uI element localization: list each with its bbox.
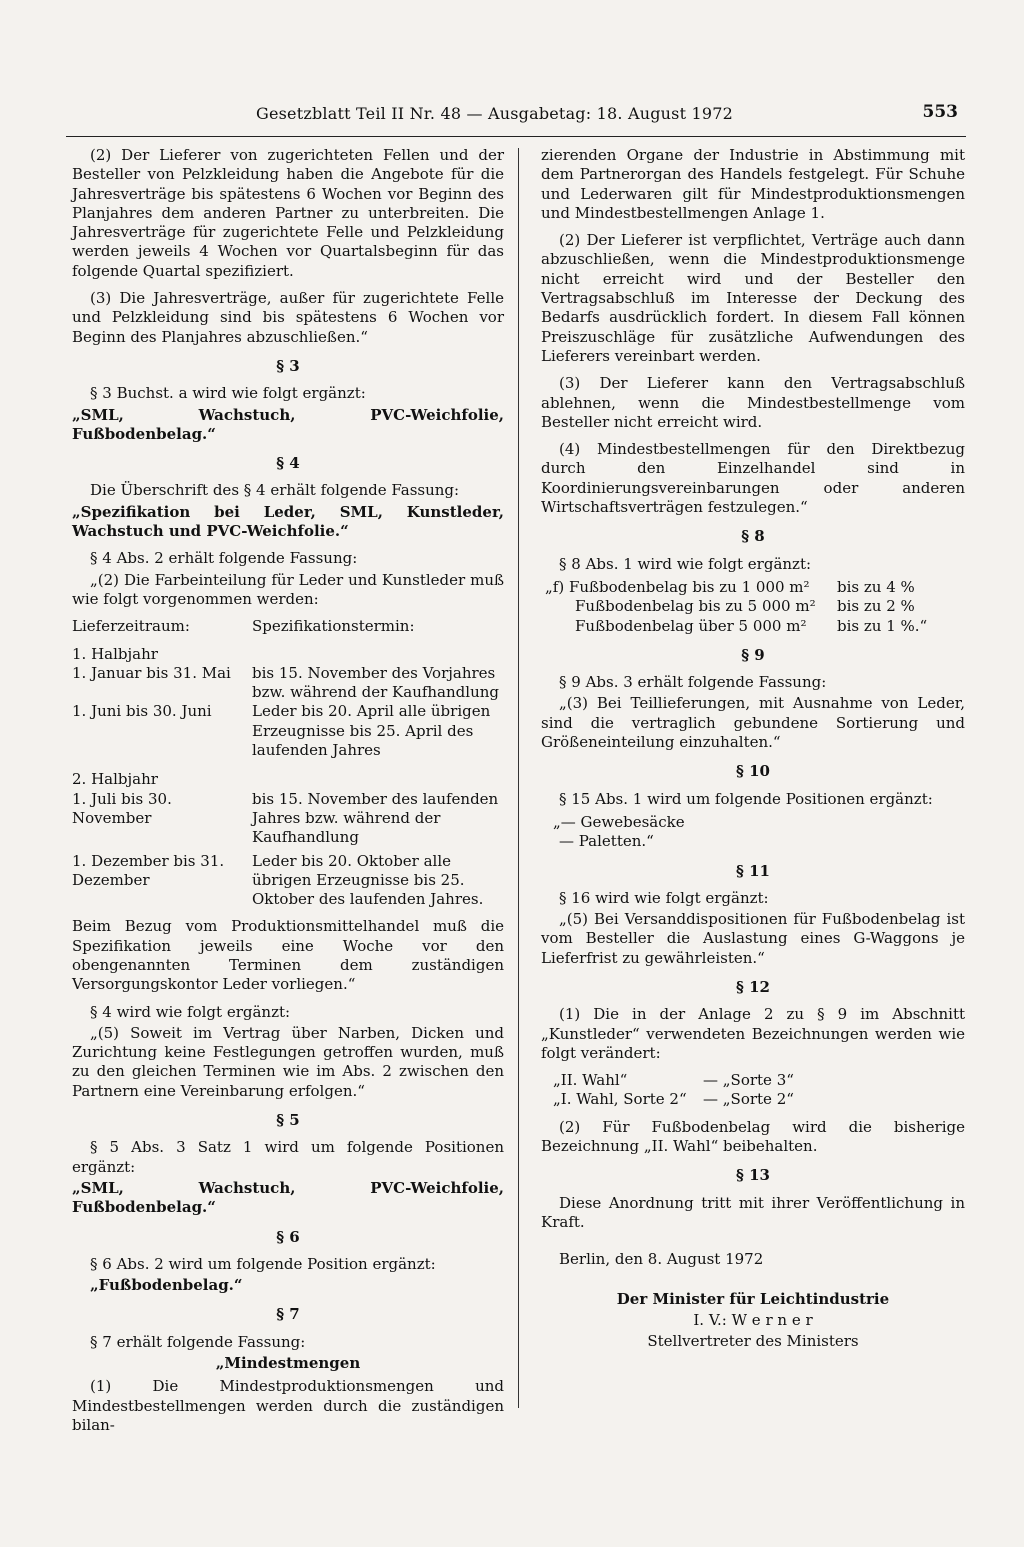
paragraph: Die Überschrift des § 4 erhält folgende Fassung: [90, 481, 460, 500]
item-label: „II. Wahl“ [553, 1071, 628, 1090]
signature-title: Stellvertreter des Ministers [647, 1332, 859, 1351]
paragraph: § 15 Abs. 1 wird um folgende Positionen ergänzt: [559, 789, 933, 808]
paragraph: (1) Die in der Anlage 2 zu § 9 im Abschnitt „Kunstleder“ verwendeten Bezeichnungen werden wie folgt verändert: [541, 1005, 965, 1062]
table-cell: 1. Januar bis 31. Mai [72, 663, 231, 682]
paragraph: (3) Die Jahresverträge, außer für zugerichtete Felle und Pelzkleidung sind bis spätestens 6 Wochen vor Beginn des Planjahres abzuschließen.“ [72, 289, 504, 346]
quoted-text: „(3) Bei Teillieferungen, mit Ausnahme von Leder, sind die vertraglich gebundene Sortierung und Größeneinteilung einzuhalten.“ [541, 694, 965, 752]
right-column [541, 146, 965, 1353]
paragraph: § 4 wird wie folgt ergänzt: [90, 1002, 291, 1021]
paragraph: § 4 Abs. 2 erhält folgende Fassung: [90, 549, 358, 568]
item-value: bis zu 2 % [837, 597, 915, 616]
table-row [72, 852, 504, 910]
paragraph: § 6 Abs. 2 wird um folgende Position ergänzt: [90, 1254, 436, 1273]
signature-authority: Der Minister für Leichtindustrie [616, 1289, 890, 1308]
paragraph: § 5 Abs. 3 Satz 1 wird um folgende Positionen ergänzt: [72, 1138, 504, 1176]
quoted-text: „Spezifikation bei Leder, SML, Kunstleder, Wachstuch und PVC-Weichfolie.“ [72, 502, 504, 541]
page-number: 553 [922, 102, 958, 122]
section-heading: § 7 [276, 1305, 300, 1324]
quoted-text: „(5) Bei Versanddispositionen für Fußbodenbelag ist vom Besteller die Auslastung eines G-Waggons je Lieferfrist zu gewährleisten.“ [541, 910, 965, 967]
page-header [66, 96, 966, 137]
paragraph: Beim Bezug vom Produktionsmittelhandel muß die Spezifikation jeweils eine Woche vor den obengenannten Terminen dem zuständigen Versorgungskontor Leder vorliegen.“ [72, 917, 504, 994]
table-cell: Leder bis 20. April alle übrigen Erzeugnisse bis 25. April des laufenden Jahres [252, 702, 491, 760]
paragraph: § 9 Abs. 3 erhält folgende Fassung: [559, 673, 827, 692]
item-label: „I. Wahl, Sorte 2“ [553, 1090, 687, 1109]
table-cell: 1. Juni bis 30. Juni [72, 702, 212, 721]
paragraph: Diese Anordnung tritt mit ihrer Veröffentlichung in Kraft. [541, 1193, 965, 1231]
item-label: „f) Fußbodenbelag bis zu 1 000 m² [545, 577, 810, 596]
quoted-text: „(5) Soweit im Vertrag über Narben, Dicken und Zurichtung keine Festlegungen getroffen wurden, muß zu den gleichen Terminen wie im Abs. 2 zwischen den Partnern eine Vereinbarung erfolgen.“ [72, 1023, 504, 1100]
paragraph: § 3 Buchst. a wird wie folgt ergänzt: [90, 384, 366, 403]
paragraph: § 16 wird wie folgt ergänzt: [559, 888, 769, 907]
paragraph: (4) Mindestbestellmengen für den Direktbezug durch den Einzelhandel sind in Koordinierungsvereinbarungen oder anderen Wirtschaftsverträgen festzulegen.“ [541, 440, 965, 517]
table-row [72, 664, 504, 703]
column-header: Spezifikationstermin: [252, 617, 415, 636]
section-heading: § 9 [741, 645, 765, 664]
list-item [553, 1071, 965, 1090]
table-cell: bis 15. November des Vorjahres bzw. während der Kaufhandlung [252, 663, 499, 702]
section-heading: § 8 [741, 527, 765, 546]
signature-name: I. V.: W e r n e r [693, 1310, 813, 1329]
paragraph: (2) Der Lieferer ist verpflichtet, Verträge auch dann abzuschließen, wenn die Mindestproduktionsmenge nicht erreicht wird und der Besteller den Vertragsabschluß im Interesse der Deckung des Bedarfs ausdrücklich fordert. In diesem Fall können Preiszuschläge für zusätzliche Aufwendungen des Lieferers vereinbart werden. [541, 231, 965, 365]
paragraph: (3) Der Lieferer kann den Vertragsabschluß ablehnen, wenn die Mindestbestellmenge vom Besteller nicht erreicht wird. [541, 374, 965, 431]
item-label: Fußbodenbelag über 5 000 m² [575, 616, 807, 635]
item-value: — „Sorte 2“ [703, 1090, 794, 1109]
paragraph: § 7 erhält folgende Fassung: [90, 1332, 306, 1351]
item-value: bis zu 4 % [837, 577, 915, 596]
paragraph: (2) Für Fußbodenbelag wird die bisherige Bezeichnung „II. Wahl“ beibehalten. [541, 1117, 965, 1156]
list-item [553, 1090, 965, 1109]
table-row [72, 702, 504, 760]
subheading: „Mindestmengen [215, 1354, 361, 1373]
section-heading: § 3 [276, 356, 300, 375]
table-cell: Leder bis 20. Oktober alle übrigen Erzeugnisse bis 25. Oktober des laufenden Jahres. [252, 851, 484, 909]
section-heading: § 13 [736, 1166, 770, 1185]
item-label: Fußbodenbelag bis zu 5 000 m² [575, 597, 816, 616]
section-heading: § 11 [736, 861, 770, 880]
quoted-text: „SML, Wachstuch, PVC-Weichfolie, Fußbodenbelag.“ [72, 405, 504, 443]
table-cell: bis 15. November des laufenden Jahres bzw. während der Kaufhandlung [252, 789, 499, 847]
table-row [72, 790, 504, 848]
item-value: — „Sorte 3“ [703, 1071, 794, 1090]
paragraph: § 8 Abs. 1 wird wie folgt ergänzt: [559, 554, 812, 573]
paragraph: (2) Der Lieferer von zugerichteten Fellen und der Besteller von Pelzkleidung haben die Angebote für die Jahresverträge bis spätestens 6 Wochen vor Beginn des Planjahres dem anderen Partner zu unterbreiten. Die Jahresverträge für zugerichtete Felle und Pelzkleidung werden jeweils 4 Wochen vor Quartalsbeginn für das folgende Quartal spezifiziert. [72, 146, 504, 280]
section-heading: § 10 [736, 762, 770, 781]
header-title: Gesetzblatt Teil II Nr. 48 — Ausgabetag: 18. August 1972 [256, 104, 734, 123]
section-heading: § 5 [276, 1111, 300, 1130]
table-cell: 1. Dezember bis 31. Dezember [72, 851, 225, 889]
quoted-text: „SML, Wachstuch, PVC-Weichfolie, Fußbodenbelag.“ [72, 1178, 504, 1217]
table-header [72, 617, 504, 636]
list-item [545, 617, 965, 636]
paragraph: zierenden Organe der Industrie in Abstimmung mit dem Partnerorgan des Handels festgelegt. Für Schuhe und Lederwaren gilt für Mindestproduktionsmengen und Mindestbestellmengen Anlage 1. [541, 146, 965, 222]
table-group-heading: 2. Halbjahr [72, 770, 158, 789]
left-column [72, 146, 504, 1443]
item-value: bis zu 1 %.“ [837, 616, 928, 635]
section-heading: § 12 [736, 977, 770, 996]
list-item: — Paletten.“ [559, 832, 654, 851]
table-cell: 1. Juli bis 30. November [72, 789, 172, 827]
section-heading: § 6 [276, 1227, 300, 1246]
column-header: Lieferzeitraum: [72, 617, 190, 636]
section-heading: § 4 [276, 454, 300, 473]
column-divider [518, 148, 519, 1408]
paragraph: (1) Die Mindestproduktionsmengen und Mindestbestellmengen werden durch die zuständigen bilan- [72, 1377, 504, 1434]
quoted-text: „Fußbodenbelag.“ [90, 1276, 243, 1295]
list-item [545, 578, 965, 597]
table-group-heading: 1. Halbjahr [72, 644, 158, 663]
list-item [545, 597, 965, 616]
place-date: Berlin, den 8. August 1972 [559, 1250, 764, 1269]
list-item: „— Gewebesäcke [553, 812, 685, 831]
quoted-text: „(2) Die Farbeinteilung für Leder und Kunstleder muß wie folgt vorgenommen werden: [72, 570, 504, 608]
